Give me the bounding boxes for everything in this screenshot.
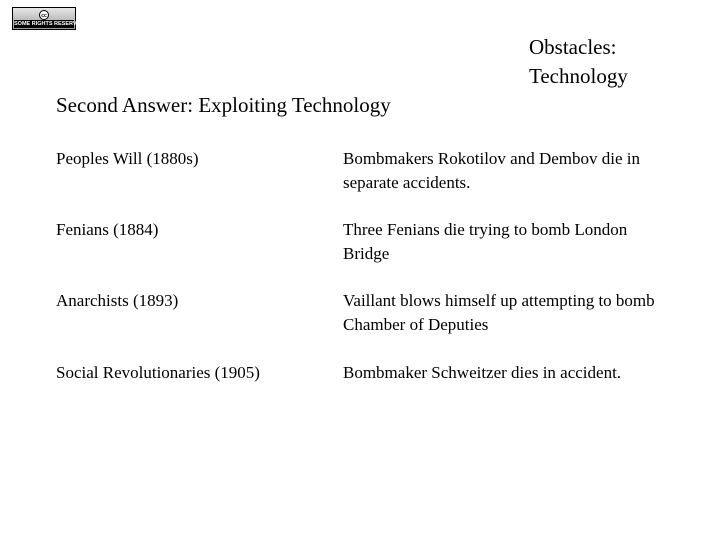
event-text: Bombmaker Schweitzer dies in accident. [343,363,622,382]
event-text: Vaillant blows himself up attempting to bomb Chamber of Deputies [343,291,655,334]
logo-text: SOME RIGHTS RESERVED [14,21,85,27]
slide-title: Second Answer: Exploiting Technology [56,93,391,117]
cc-icon: cc [39,10,49,20]
group-label: Social Revolutionaries (1905) [56,363,260,382]
section-heading-line2: Technology [529,64,628,88]
group-label: Fenians (1884) [56,220,159,239]
event-text: Bombmakers Rokotilov and Dembov die in separate accidents. [343,149,640,192]
creative-commons-logo[interactable] [12,7,85,30]
section-heading-line1: Obstacles: [529,35,617,59]
section-heading [529,33,628,91]
event-text: Three Fenians die trying to bomb London Bridge [343,220,628,263]
group-label: Peoples Will (1880s) [56,149,199,168]
group-label: Anarchists (1893) [56,291,179,310]
